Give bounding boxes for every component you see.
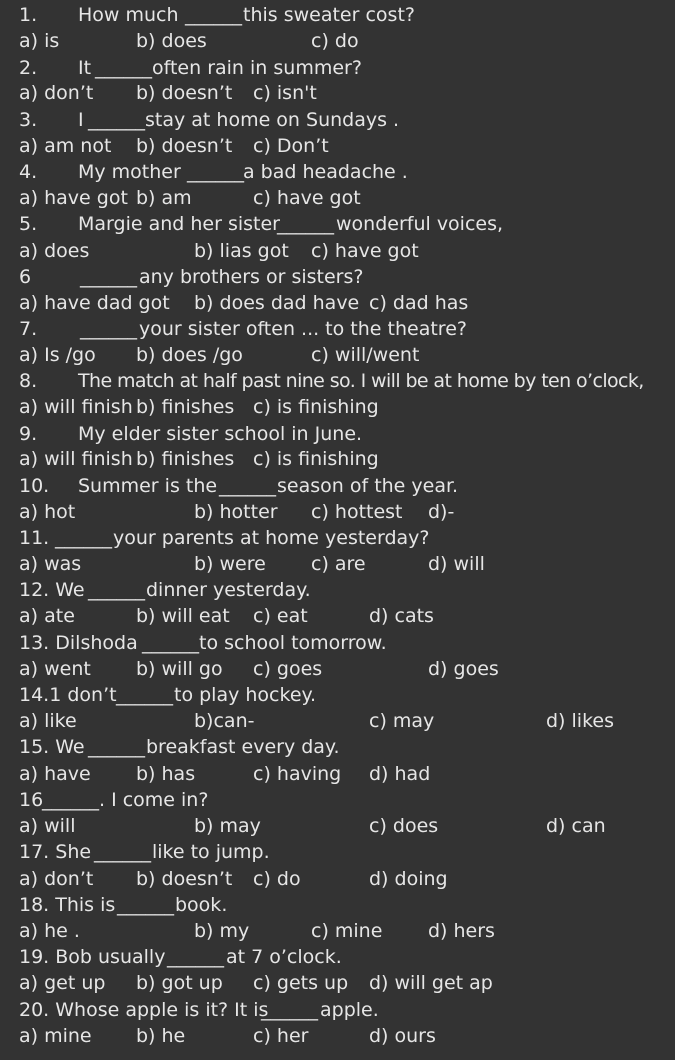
option-b: b) finishes <box>136 448 235 470</box>
option-d: d) can <box>546 815 606 837</box>
option-a: a) does <box>19 240 90 262</box>
answer-blank: ______ <box>88 736 145 758</box>
option-c: c) having <box>253 763 342 785</box>
question-number: 5. <box>19 213 38 235</box>
question-number: 2. <box>19 57 38 79</box>
answer-blank: ______ <box>142 632 199 654</box>
option-b: b) will eat <box>136 605 230 627</box>
question-number: 9. <box>19 423 38 445</box>
question-number: 14.1 don’t <box>19 684 117 706</box>
question-text: at 7 o’clock. <box>226 946 342 968</box>
option-c: c) do <box>253 868 301 890</box>
question-text: It <box>78 57 92 79</box>
option-a: a) will finish <box>19 396 133 418</box>
question-number: 17. She <box>19 841 92 863</box>
option-d: d) will get ap <box>369 972 493 994</box>
question-text: . I come in? <box>99 789 209 811</box>
question-text: stay at home on Sundays . <box>145 109 400 131</box>
option-a: a) don’t <box>19 82 94 104</box>
option-c: c) hottest <box>311 501 403 523</box>
option-a: a) mine <box>19 1025 92 1047</box>
option-a: a) get up <box>19 972 106 994</box>
option-c: c) will/went <box>311 344 420 366</box>
question-number: 1. <box>19 4 38 26</box>
question-text: My elder sister school in June. <box>78 423 363 445</box>
option-d: d) will <box>428 553 485 575</box>
question-text: book. <box>175 894 228 916</box>
question-text: Margie and her sister <box>78 213 280 235</box>
question-text: wonderful voices, <box>336 213 504 235</box>
answer-blank: ______ <box>88 579 145 601</box>
option-b: b) doesn’t <box>136 868 233 890</box>
question-text: your sister often ... to the theatre? <box>139 318 467 340</box>
option-b: b) doesn’t <box>136 82 233 104</box>
question-text: dinner yesterday. <box>146 579 311 601</box>
option-b: b) will go <box>136 658 223 680</box>
answer-blank: ______ <box>185 4 242 26</box>
option-d: d) hers <box>428 920 495 942</box>
question-text: to school tomorrow. <box>199 632 387 654</box>
option-c: c) eat <box>253 605 308 627</box>
question-number: 11. <box>19 527 50 549</box>
option-d: d) goes <box>428 658 499 680</box>
option-c: c) may <box>369 710 435 732</box>
question-number: 4. <box>19 161 38 183</box>
answer-blank: ______ <box>95 57 152 79</box>
option-a: a) ate <box>19 605 75 627</box>
question-number: 7. <box>19 318 38 340</box>
answer-blank: ______ <box>277 213 334 235</box>
question-text: season of the year. <box>277 475 459 497</box>
answer-blank: ______ <box>55 527 112 549</box>
option-a: a) am not <box>19 135 112 157</box>
option-a: a) hot <box>19 501 76 523</box>
question-text: this sweater cost? <box>243 4 415 26</box>
answer-blank: ______ <box>167 946 224 968</box>
option-b: b) has <box>136 763 196 785</box>
option-b: b) does <box>136 30 207 52</box>
answer-blank: ______ <box>261 999 318 1021</box>
question-text: often rain in summer? <box>152 57 362 79</box>
question-text: like to jump. <box>152 841 270 863</box>
question-text: your parents at home yesterday? <box>113 527 430 549</box>
option-d: d) ours <box>369 1025 436 1047</box>
option-c: c) mine <box>311 920 383 942</box>
question-text: The match at half past nine so. I will be at home by ten o’clock, <box>78 370 644 392</box>
question-number: 10. <box>19 475 50 497</box>
option-b: b) he <box>136 1025 186 1047</box>
question-number: 16 <box>19 789 44 811</box>
option-a: a) was <box>19 553 82 575</box>
option-a: a) have dad got <box>19 292 170 314</box>
question-number: 6 <box>19 266 32 288</box>
option-c: c) does <box>369 815 439 837</box>
option-c: c) dad has <box>369 292 469 314</box>
option-b: b) finishes <box>136 396 235 418</box>
option-b: b) may <box>194 815 261 837</box>
option-a: a) will <box>19 815 76 837</box>
option-a: a) will finish <box>19 448 133 470</box>
option-b: b) were <box>194 553 266 575</box>
option-b: b) does /go <box>136 344 243 366</box>
option-c: c) gets up <box>253 972 349 994</box>
question-number: 18. This is <box>19 894 116 916</box>
question-number: 3. <box>19 109 38 131</box>
option-a: a) he . <box>19 920 80 942</box>
question-text: a bad headache . <box>243 161 408 183</box>
option-c: c) Don’t <box>253 135 329 157</box>
option-b: b) doesn’t <box>136 135 233 157</box>
option-b: b) lias got <box>194 240 289 262</box>
option-a: a) went <box>19 658 91 680</box>
answer-blank: ______ <box>116 684 173 706</box>
option-c: c) goes <box>253 658 323 680</box>
question-text: How much <box>78 4 179 26</box>
answer-blank: ______ <box>80 318 137 340</box>
question-text: to play hockey. <box>174 684 317 706</box>
option-d: d) cats <box>369 605 434 627</box>
question-text: Summer is the <box>78 475 218 497</box>
question-number: 8. <box>19 370 38 392</box>
option-a: a) don’t <box>19 868 94 890</box>
option-b: b) does dad have <box>194 292 360 314</box>
option-c: c) isn't <box>253 82 317 104</box>
question-text: breakfast every day. <box>146 736 340 758</box>
option-b: b) am <box>136 187 192 209</box>
option-a: a) have got <box>19 187 128 209</box>
option-d: d) doing <box>369 868 448 890</box>
question-number: 20. Whose apple is it? It is <box>19 999 269 1021</box>
option-a: a) is <box>19 30 60 52</box>
option-c: c) do <box>311 30 359 52</box>
question-number: 13. Dilshoda <box>19 632 138 654</box>
option-a: a) Is /go <box>19 344 96 366</box>
question-number: 15. We <box>19 736 85 758</box>
option-c: c) is finishing <box>253 396 379 418</box>
option-b: b) my <box>194 920 250 942</box>
option-c: c) is finishing <box>253 448 379 470</box>
question-text: I <box>78 109 84 131</box>
option-d: d) had <box>369 763 431 785</box>
option-b: b) hotter <box>194 501 278 523</box>
question-number: 19. Bob usually <box>19 946 166 968</box>
option-c: c) have got <box>311 240 419 262</box>
option-b: b) got up <box>136 972 223 994</box>
answer-blank: ______ <box>80 266 137 288</box>
option-b: b)can- <box>194 710 255 732</box>
answer-blank: ______ <box>94 841 151 863</box>
option-c: c) have got <box>253 187 361 209</box>
answer-blank: ______ <box>187 161 244 183</box>
question-text: any brothers or sisters? <box>139 266 364 288</box>
option-a: a) have <box>19 763 91 785</box>
option-d: d) likes <box>546 710 614 732</box>
answer-blank: ______ <box>219 475 276 497</box>
question-number: 12. We <box>19 579 85 601</box>
answer-blank: ______ <box>117 894 174 916</box>
question-text: apple. <box>320 999 379 1021</box>
option-a: a) like <box>19 710 77 732</box>
option-d: d)- <box>428 501 455 523</box>
option-c: c) are <box>311 553 366 575</box>
answer-blank: ______ <box>88 109 145 131</box>
option-c: c) her <box>253 1025 309 1047</box>
answer-blank: ______ <box>42 789 99 811</box>
question-text: My mother <box>78 161 181 183</box>
